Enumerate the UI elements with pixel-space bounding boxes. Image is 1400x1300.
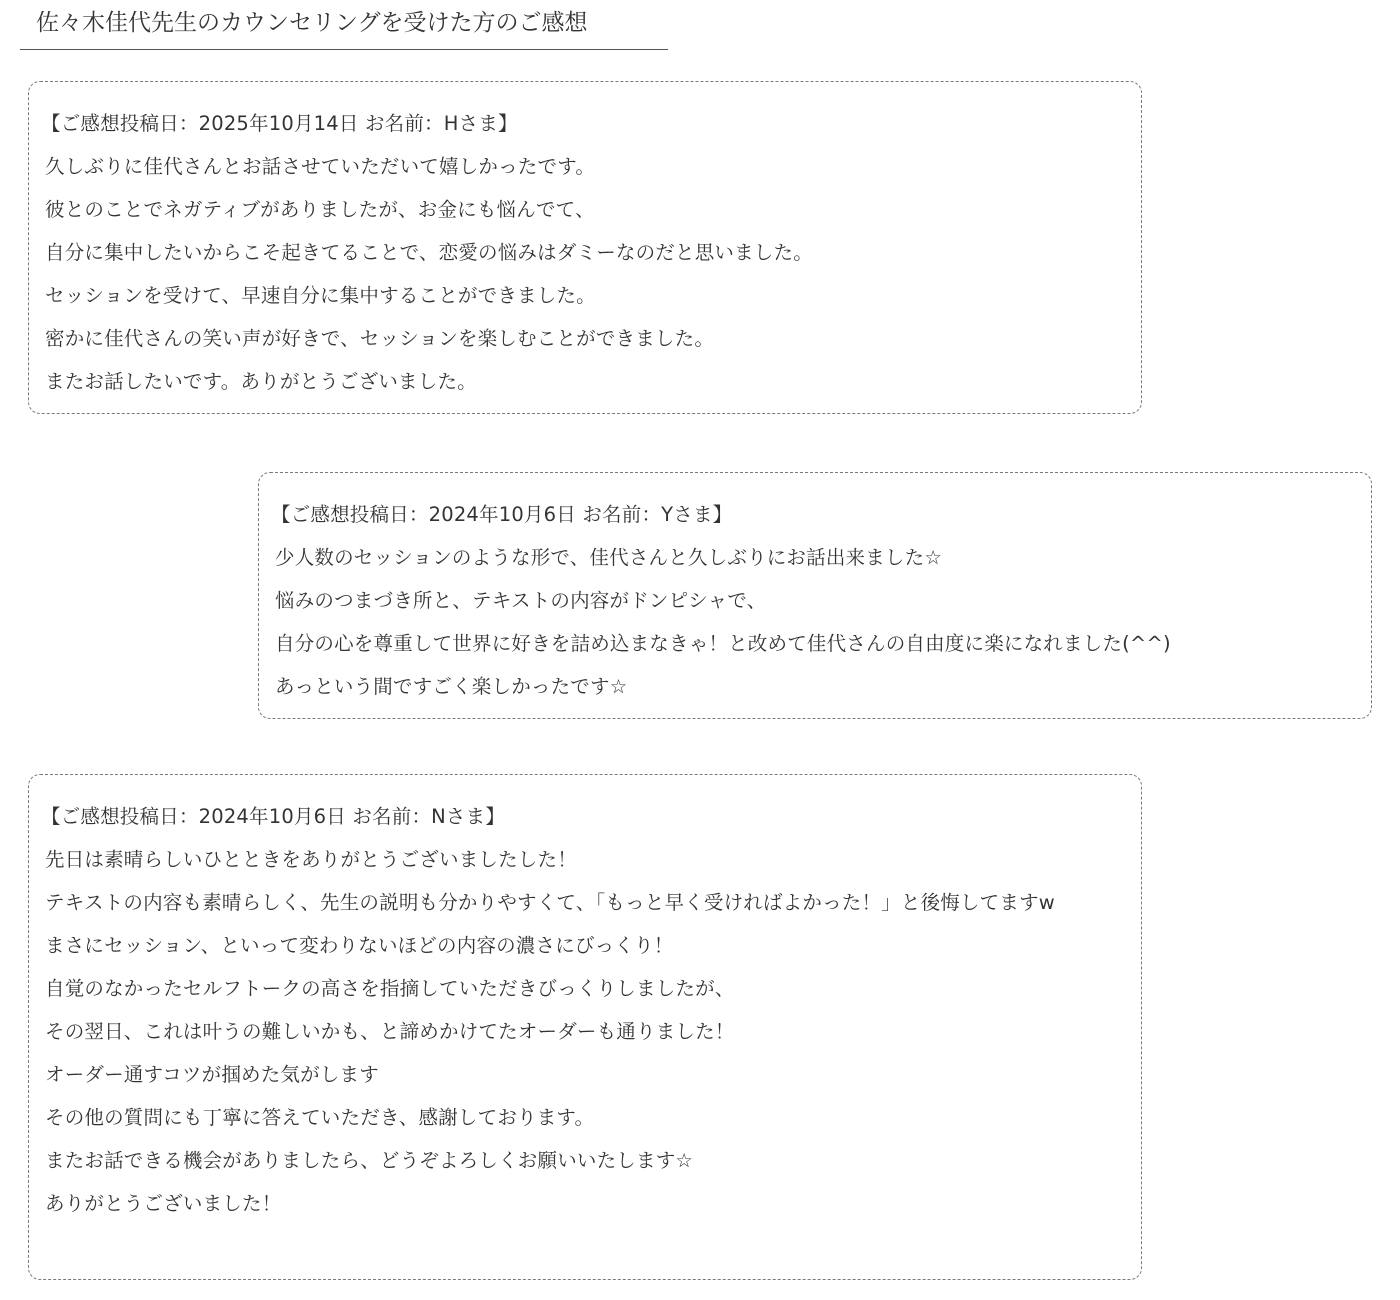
page-heading — [20, 0, 668, 50]
testimonial-meta: 【ご感想投稿日：2025年10月14日 お名前：Hさま】 — [41, 112, 518, 135]
page-title: 佐々木佳代先生のカウンセリングを受けた方のご感想 — [36, 10, 588, 36]
testimonial-meta: 【ご感想投稿日：2024年10月6日 お名前：Yさま】 — [271, 503, 733, 526]
testimonial-line: 自分に集中したいからこそ起きてることで、恋愛の悩みはダミーなのだと思いました。 — [45, 241, 813, 264]
testimonial-line: 悩みのつまづき所と、テキストの内容がドンピシャで、 — [275, 589, 767, 612]
testimonial-line: 少人数のセッションのような形で、佳代さんと久しぶりにお話出来ました☆ — [275, 546, 943, 569]
testimonial-line: 自覚のなかったセルフトークの高さを指摘していただきびっくりしましたが、 — [45, 977, 735, 1000]
testimonial-line: セッションを受けて、早速自分に集中することができました。 — [45, 284, 596, 307]
testimonial-line: またお話したいです。ありがとうございました。 — [45, 370, 477, 393]
testimonial-line: 自分の心を尊重して世界に好きを詰め込まなきゃ！と改めて佳代さんの自由度に楽になれました(^^) — [275, 632, 1171, 655]
testimonial-line: まさにセッション、といって変わりないほどの内容の濃さにびっくり！ — [45, 934, 674, 957]
testimonial-line: その翌日、これは叶うの難しいかも、と諦めかけてたオーダーも通りました！ — [45, 1020, 735, 1043]
testimonial-card-2 — [258, 472, 1372, 719]
testimonial-line: 久しぶりに佳代さんとお話させていただいて嬉しかったです。 — [45, 155, 596, 178]
testimonial-line: あっという間ですごく楽しかったです☆ — [275, 675, 628, 698]
testimonial-line: またお話できる機会がありましたら、どうぞよろしくお願いいたします☆ — [45, 1149, 694, 1172]
testimonial-line: 先日は素晴らしいひとときをありがとうございましたした！ — [45, 848, 577, 871]
testimonial-line: ありがとうございました！ — [45, 1192, 282, 1215]
testimonial-line: 密かに佳代さんの笑い声が好きで、セッションを楽しむことができました。 — [45, 327, 715, 350]
testimonial-line: オーダー通すコツが掴めた気がします — [45, 1063, 379, 1086]
testimonial-card-1 — [28, 81, 1142, 414]
testimonial-line: テキストの内容も素晴らしく、先生の説明も分かりやすくて、「もっと早く受ければよかった！」と後悔してますw — [45, 891, 1055, 914]
testimonial-line: その他の質問にも丁寧に答えていただき、感謝しております。 — [45, 1106, 595, 1129]
testimonial-card-3 — [28, 774, 1142, 1280]
testimonial-meta: 【ご感想投稿日：2024年10月6日 お名前：Nさま】 — [41, 805, 506, 828]
testimonial-line: 彼とのことでネガティブがありましたが、お金にも悩んでて、 — [45, 198, 595, 221]
